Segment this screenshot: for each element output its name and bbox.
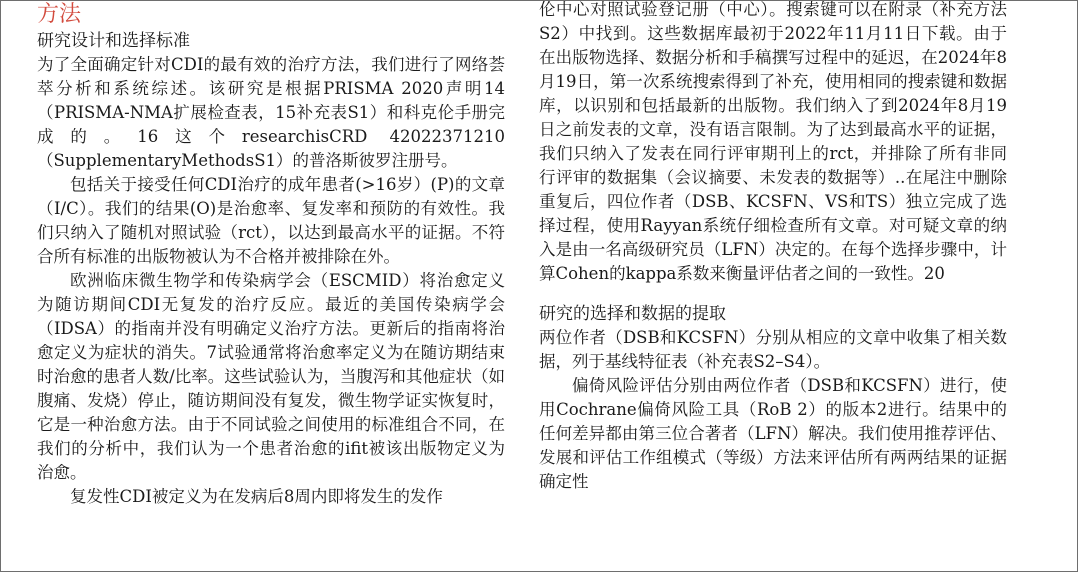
paragraph-risk-of-bias: 偏倚风险评估分别由两位作者（DSB和KCSFN）进行，使用Cochrane偏倚风险工具（RoB 2）的版本2进行。结果中的任何差异都由第三位合著者（LFN）解决。我们使用推荐评估、发展和评估工作组模式（等级）方法来评估所有两两结果的证据确定性 xyxy=(539,376,1007,491)
paragraph-inclusion: 包括关于接受任何CDI治疗的成年患者(>16岁）(P)的文章（I/C）。我们的结果(O)是治愈率、复发率和预防的有效性。我们只纳入了随机对照试验（rct），以达到最高水平的证据。不符合所有标准的出版物被认为不合格并被排除在外。 xyxy=(37,175,505,266)
paragraph-data-extraction: 两位作者（DSB和KCSFN）分别从相应的文章中收集了相关数据，列于基线特征表（补充表S2–S4）。 xyxy=(539,328,1007,371)
paragraph-study-design: 为了全面确定针对CDI的最有效的治疗方法，我们进行了网络荟萃分析和系统综述。该研究是根据PRISMA 2020声明14（PRISMA-NMA扩展检查表，15补充表S1）和科克伦手册完成的。16这个researchisCRD 42022371210（SupplementaryMethodsS1）的普洛斯彼罗注册号。 xyxy=(37,55,505,170)
right-column xyxy=(539,0,1007,494)
paragraph-recurrence: 复发性CDI被定义为在发病后8周内即将发生的发作 xyxy=(70,487,443,506)
subheading-data-extraction: 研究的选择和数据的提取 xyxy=(539,304,726,324)
subheading-study-design: 研究设计和选择标准 xyxy=(37,31,190,51)
section-title: 方法 xyxy=(37,2,82,27)
left-column xyxy=(37,1,505,509)
paragraph-cure-definition: 欧洲临床微生物学和传染病学会（ESCMID）将治愈定义为随访期间CDI无复发的治疗反应。最近的美国传染病学会（IDSA）的指南并没有明确定义治疗方法。更新后的指南将治愈定义为症状的消失。7试验通常将治愈率定义为在随访期结束时治愈的患者人数/比率。这些试验认为，当腹泻和其他症状（如腹痛、发烧）停止，随访期间没有复发，微生物学证实恢复时，它是一种治愈方法。由于不同试验之间使用的标准组合不同，在我们的分析中，我们认为一个患者治愈的ifit被该出版物定义为治愈。 xyxy=(37,271,505,482)
paragraph-search-selection: 伦中心对照试验登记册（中心）。搜索键可以在附录（补充方法S2）中找到。这些数据库最初于2022年11月11日下载。由于在出版物选择、数据分析和手稿撰写过程中的延迟，在2024年8月19日，第一次系统搜索得到了补充，使用相同的搜索键和数据库，以识别和包括最新的出版物。我们纳入了到2024年8月19日之前发表的文章，没有语言限制。为了达到最高水平的证据，我们只纳入了发表在同行评审期刊上的rct，并排除了所有非同行评审的数据集（会议摘要、未发表的数据等）..在尾注中删除重复后，四位作者（DSB、KCSFN、VS和TS）独立完成了选择过程，使用Rayyan系统仔细检查所有文章。对可疑文章的纳入是由一名高级研究员（LFN）决定的。在每个选择步骤中，计算Cohen的kappa系数来衡量评估者之间的一致性。20 xyxy=(539,0,1007,283)
paragraph-gap xyxy=(539,286,1007,302)
